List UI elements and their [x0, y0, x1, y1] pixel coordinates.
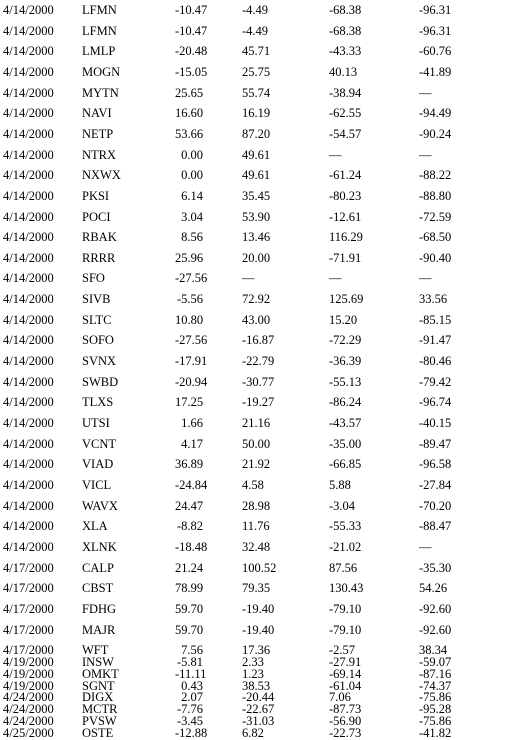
value-cell-3: -22.73	[329, 725, 362, 740]
table-row	[0, 127, 520, 141]
date-cell: 4/19/2000	[3, 666, 54, 681]
value-cell-3: —	[329, 271, 342, 286]
date-cell: 4/25/2000	[3, 725, 54, 740]
value-cell-3: -68.38	[329, 3, 362, 17]
value-cell-4: -89.47	[419, 436, 452, 451]
table-row	[0, 437, 520, 451]
date-cell: 4/17/2000	[3, 581, 54, 596]
value-cell-1: 59.70	[175, 622, 204, 637]
value-cell-1: -24.84	[175, 477, 208, 492]
value-cell-3: -79.10	[329, 622, 362, 637]
value-cell-2: -4.49	[242, 3, 269, 17]
date-cell: 4/14/2000	[3, 64, 54, 79]
value-cell-4: 33.56	[419, 292, 448, 307]
ticker-cell: XLA	[82, 519, 108, 534]
ticker-cell: NAVI	[82, 106, 112, 121]
ticker-cell: TLXS	[82, 395, 114, 410]
ticker-cell: INSW	[82, 654, 114, 669]
value-cell-4: -90.40	[419, 250, 452, 265]
table-row	[0, 251, 520, 265]
value-cell-3: -38.94	[329, 85, 362, 100]
date-cell: 4/14/2000	[3, 3, 54, 17]
date-cell: 4/14/2000	[3, 292, 54, 307]
ticker-cell: XLNK	[82, 539, 117, 554]
value-cell-1: -5.81	[176, 654, 203, 669]
value-cell-2: -4.49	[242, 23, 269, 38]
ticker-cell: SFO	[82, 271, 105, 286]
ticker-cell: DIGX	[82, 690, 114, 705]
date-cell: 4/17/2000	[3, 560, 54, 575]
table-row	[0, 292, 520, 306]
value-cell-3: -3.04	[329, 498, 356, 513]
ticker-cell: MOGN	[82, 64, 121, 79]
date-cell: 4/19/2000	[3, 678, 54, 693]
value-cell-4: 54.26	[419, 581, 448, 596]
value-cell-2: 1.23	[242, 666, 264, 681]
value-cell-4: -41.89	[419, 64, 452, 79]
value-cell-2: 38.53	[242, 678, 271, 693]
value-cell-2: -19.40	[242, 622, 275, 637]
value-cell-4: —	[419, 147, 432, 162]
value-cell-1: -10.47	[175, 23, 208, 38]
value-cell-3: -87.73	[329, 702, 362, 717]
value-cell-1: 3.04	[181, 209, 203, 224]
table-row	[0, 230, 520, 244]
value-cell-4: -35.30	[419, 560, 452, 575]
value-cell-2: -22.79	[242, 354, 275, 368]
value-cell-4: -96.31	[419, 23, 452, 38]
value-cell-3: -27.91	[329, 654, 362, 669]
value-cell-4: -94.49	[419, 106, 452, 121]
ticker-cell: PVSW	[82, 714, 117, 728]
value-cell-4: -96.74	[419, 395, 452, 410]
value-cell-2: 17.36	[242, 643, 271, 658]
value-cell-4: -41.82	[419, 725, 452, 740]
value-cell-4: -96.58	[419, 457, 452, 472]
value-cell-3: -71.91	[329, 250, 362, 265]
ticker-cell: MCTR	[82, 702, 118, 717]
value-cell-3: -21.02	[329, 539, 362, 554]
ticker-cell: NETP	[82, 126, 114, 141]
date-cell: 4/14/2000	[3, 539, 54, 554]
date-cell: 4/14/2000	[3, 250, 54, 265]
date-cell: 4/14/2000	[3, 209, 54, 224]
ticker-cell: LFMN	[82, 23, 117, 38]
value-cell-1: -18.48	[175, 539, 208, 554]
ticker-cell: MAJR	[82, 622, 116, 637]
ticker-cell: VCNT	[82, 436, 117, 451]
value-cell-4: -72.59	[419, 209, 452, 224]
table-row	[0, 499, 520, 513]
value-cell-4: -91.47	[419, 333, 452, 348]
value-cell-3: -62.55	[329, 106, 362, 121]
table-row	[0, 86, 520, 100]
value-cell-2: 53.90	[242, 209, 271, 224]
date-cell: 4/14/2000	[3, 230, 54, 245]
value-cell-3: -55.33	[329, 519, 362, 534]
value-cell-2: 13.46	[242, 230, 271, 245]
value-cell-2: 25.75	[242, 64, 271, 79]
ticker-cell: LMLP	[82, 44, 116, 59]
value-cell-3: —	[329, 147, 342, 162]
value-cell-4: -95.28	[419, 702, 452, 717]
date-cell: 4/14/2000	[3, 312, 54, 327]
value-cell-4: -68.50	[419, 230, 452, 245]
ticker-cell: POCI	[82, 209, 111, 224]
value-cell-1: 0.00	[181, 147, 203, 162]
value-cell-1: -11.11	[175, 666, 207, 681]
value-cell-3: -43.33	[329, 44, 362, 59]
value-cell-1: 10.80	[175, 312, 204, 327]
value-cell-1: -10.47	[175, 3, 208, 17]
value-cell-3: -72.29	[329, 333, 362, 348]
ticker-cell: UTSI	[82, 416, 110, 430]
value-cell-1: 17.25	[175, 395, 204, 410]
value-cell-4: -90.24	[419, 126, 452, 141]
value-cell-4: —	[419, 539, 432, 554]
date-cell: 4/14/2000	[3, 498, 54, 513]
value-cell-1: -5.56	[176, 292, 203, 307]
value-cell-4: -92.60	[419, 601, 452, 616]
ticker-cell: FDHG	[82, 601, 117, 616]
value-cell-2: 21.16	[242, 416, 271, 430]
value-cell-4: -80.46	[419, 354, 452, 368]
value-cell-2: 49.61	[242, 147, 271, 162]
ticker-cell: CALP	[82, 560, 114, 575]
ticker-cell: SOFO	[82, 333, 114, 348]
ticker-cell: VICL	[82, 477, 112, 492]
table-row	[0, 271, 520, 285]
ticker-cell: LFMN	[82, 3, 117, 17]
table-row	[0, 726, 520, 740]
value-cell-4: -96.31	[419, 3, 452, 17]
value-cell-2: 50.00	[242, 436, 271, 451]
value-cell-3: 87.56	[329, 560, 358, 575]
value-cell-1: 6.14	[181, 188, 203, 203]
value-cell-2: 79.35	[242, 581, 271, 596]
table-row	[0, 210, 520, 224]
date-cell: 4/17/2000	[3, 601, 54, 616]
table-row	[0, 148, 520, 162]
value-cell-1: 36.89	[175, 457, 204, 472]
value-cell-1: 0.43	[181, 678, 203, 693]
value-cell-3: -35.00	[329, 436, 362, 451]
ticker-cell: NTRX	[82, 147, 117, 162]
value-cell-1: 25.65	[175, 85, 204, 100]
value-cell-4: —	[419, 271, 432, 286]
value-cell-1: 78.99	[175, 581, 204, 596]
value-cell-2: -19.40	[242, 601, 275, 616]
value-cell-3: -68.38	[329, 23, 362, 38]
value-cell-1: 21.24	[175, 560, 204, 575]
date-cell: 4/14/2000	[3, 126, 54, 141]
date-cell: 4/24/2000	[3, 702, 54, 717]
value-cell-2: 100.52	[242, 560, 277, 575]
ticker-cell: OMKT	[82, 666, 119, 681]
value-cell-3: -43.57	[329, 416, 362, 430]
value-cell-1: 8.56	[181, 230, 203, 245]
value-cell-3: -61.24	[329, 168, 362, 183]
date-cell: 4/14/2000	[3, 416, 54, 430]
value-cell-4: -79.42	[419, 374, 452, 389]
table-row	[0, 313, 520, 327]
value-cell-1: -3.45	[176, 714, 203, 728]
table-row	[0, 457, 520, 471]
date-cell: 4/14/2000	[3, 85, 54, 100]
date-cell: 4/24/2000	[3, 714, 54, 728]
value-cell-3: -55.13	[329, 374, 362, 389]
value-cell-2: 45.71	[242, 44, 271, 59]
value-cell-2: 2.33	[242, 654, 264, 669]
date-cell: 4/14/2000	[3, 271, 54, 286]
value-cell-1: -27.56	[175, 333, 208, 348]
ticker-cell: WAVX	[82, 498, 118, 513]
date-cell: 4/14/2000	[3, 457, 54, 472]
table-row	[0, 44, 520, 58]
ticker-cell: SGNT	[82, 678, 115, 693]
date-cell: 4/17/2000	[3, 643, 54, 658]
date-cell: 4/14/2000	[3, 374, 54, 389]
value-cell-4: 38.34	[419, 643, 448, 658]
table-row	[0, 519, 520, 533]
value-cell-1: 7.56	[181, 643, 203, 658]
value-cell-2: 49.61	[242, 168, 271, 183]
value-cell-4: -88.80	[419, 188, 452, 203]
value-cell-2: 28.98	[242, 498, 271, 513]
value-cell-3: -2.57	[329, 643, 356, 658]
value-cell-2: 35.45	[242, 188, 271, 203]
value-cell-1: -17.91	[175, 354, 208, 368]
ticker-cell: OSTE	[82, 725, 114, 740]
value-cell-1: 16.60	[175, 106, 204, 121]
value-cell-1: 2.07	[181, 690, 203, 705]
value-cell-2: -19.27	[242, 395, 275, 410]
table-row	[0, 65, 520, 79]
value-cell-1: 24.47	[175, 498, 204, 513]
value-cell-3: 40.13	[329, 64, 358, 79]
date-cell: 4/14/2000	[3, 23, 54, 38]
value-cell-1: 0.00	[181, 168, 203, 183]
value-cell-4: -74.37	[419, 678, 452, 693]
table-row	[0, 561, 520, 575]
table-row	[0, 24, 520, 38]
value-cell-3: 130.43	[329, 581, 364, 596]
value-cell-1: -8.82	[176, 519, 203, 534]
value-cell-2: 16.19	[242, 106, 271, 121]
date-cell: 4/14/2000	[3, 395, 54, 410]
ticker-cell: CBST	[82, 581, 114, 596]
ticker-cell: MYTN	[82, 85, 119, 100]
value-cell-4: -92.60	[419, 622, 452, 637]
value-cell-3: -80.23	[329, 188, 362, 203]
value-cell-3: 15.20	[329, 312, 358, 327]
value-cell-3: -86.24	[329, 395, 362, 410]
date-cell: 4/14/2000	[3, 333, 54, 348]
value-cell-4: -40.15	[419, 416, 452, 430]
value-cell-2: 20.00	[242, 250, 271, 265]
value-cell-1: -20.94	[175, 374, 208, 389]
ticker-cell: SIVB	[82, 292, 111, 307]
value-cell-3: -61.04	[329, 678, 362, 693]
value-cell-3: -54.57	[329, 126, 362, 141]
value-cell-2: 6.82	[242, 725, 264, 740]
value-cell-4: -60.76	[419, 44, 452, 59]
value-cell-4: -85.15	[419, 312, 452, 327]
value-cell-3: -56.90	[329, 714, 362, 728]
value-cell-3: -79.10	[329, 601, 362, 616]
value-cell-2: 72.92	[242, 292, 271, 307]
value-cell-3: 125.69	[329, 292, 364, 307]
table-row	[0, 375, 520, 389]
table-row	[0, 3, 520, 17]
ticker-cell: PKSI	[82, 188, 110, 203]
value-cell-3: 7.06	[329, 690, 351, 705]
ticker-cell: SVNX	[82, 354, 117, 368]
date-cell: 4/14/2000	[3, 168, 54, 183]
date-cell: 4/24/2000	[3, 690, 54, 705]
date-cell: 4/17/2000	[3, 622, 54, 637]
table-row	[0, 106, 520, 120]
value-cell-3: -36.39	[329, 354, 362, 368]
table-row	[0, 623, 520, 637]
ticker-cell: SWBD	[82, 374, 119, 389]
ticker-cell: NXWX	[82, 168, 121, 183]
value-cell-1: -20.48	[175, 44, 208, 59]
value-cell-2: 87.20	[242, 126, 271, 141]
value-cell-2: -16.87	[242, 333, 275, 348]
value-cell-2: 11.76	[242, 519, 270, 534]
ticker-cell: SLTC	[82, 312, 112, 327]
value-cell-2: -20.44	[242, 690, 275, 705]
value-cell-2: 43.00	[242, 312, 271, 327]
value-cell-1: 59.70	[175, 601, 204, 616]
value-cell-2: -22.67	[242, 702, 275, 717]
value-cell-2: 55.74	[242, 85, 271, 100]
value-cell-2: -31.03	[242, 714, 275, 728]
value-cell-4: -59.07	[419, 654, 452, 669]
ticker-cell: RRRR	[82, 250, 116, 265]
value-cell-3: -66.85	[329, 457, 362, 472]
value-cell-4: -27.84	[419, 477, 452, 492]
value-cell-1: -7.76	[176, 702, 203, 717]
value-cell-3: -69.14	[329, 666, 362, 681]
ticker-cell: WFT	[82, 643, 109, 658]
table-row	[0, 395, 520, 409]
value-cell-2: 21.92	[242, 457, 271, 472]
value-cell-4: -75.86	[419, 690, 452, 705]
table-row	[0, 602, 520, 616]
value-cell-3: 116.29	[329, 230, 363, 245]
value-cell-2: —	[242, 271, 255, 286]
value-cell-4: -75.86	[419, 714, 452, 728]
value-cell-1: 53.66	[175, 126, 204, 141]
table-row	[0, 354, 520, 368]
date-cell: 4/14/2000	[3, 519, 54, 534]
value-cell-2: 4.58	[242, 477, 264, 492]
value-cell-1: 4.17	[181, 436, 203, 451]
date-cell: 4/14/2000	[3, 44, 54, 59]
value-cell-1: 1.66	[181, 416, 203, 430]
date-cell: 4/14/2000	[3, 436, 54, 451]
table-row	[0, 168, 520, 182]
value-cell-4: -87.16	[419, 666, 452, 681]
value-cell-4: -88.47	[419, 519, 452, 534]
value-cell-1: -27.56	[175, 271, 208, 286]
date-cell: 4/14/2000	[3, 106, 54, 121]
value-cell-1: -12.88	[175, 725, 208, 740]
value-cell-2: -30.77	[242, 374, 275, 389]
value-cell-3: -12.61	[329, 209, 362, 224]
date-cell: 4/14/2000	[3, 188, 54, 203]
date-cell: 4/14/2000	[3, 477, 54, 492]
value-cell-3: 5.88	[329, 477, 351, 492]
table-row	[0, 189, 520, 203]
value-cell-4: -70.20	[419, 498, 452, 513]
value-cell-4: —	[419, 85, 432, 100]
table-row	[0, 540, 520, 554]
table-row	[0, 333, 520, 347]
value-cell-1: -15.05	[175, 64, 208, 79]
date-cell: 4/14/2000	[3, 354, 54, 368]
date-cell: 4/14/2000	[3, 147, 54, 162]
table-row	[0, 478, 520, 492]
ticker-cell: RBAK	[82, 230, 117, 245]
ticker-cell: VIAD	[82, 457, 114, 472]
date-cell: 4/19/2000	[3, 654, 54, 669]
table-row	[0, 416, 520, 430]
value-cell-1: 25.96	[175, 250, 204, 265]
value-cell-2: 32.48	[242, 539, 271, 554]
table-row	[0, 581, 520, 595]
value-cell-4: -88.22	[419, 168, 452, 183]
